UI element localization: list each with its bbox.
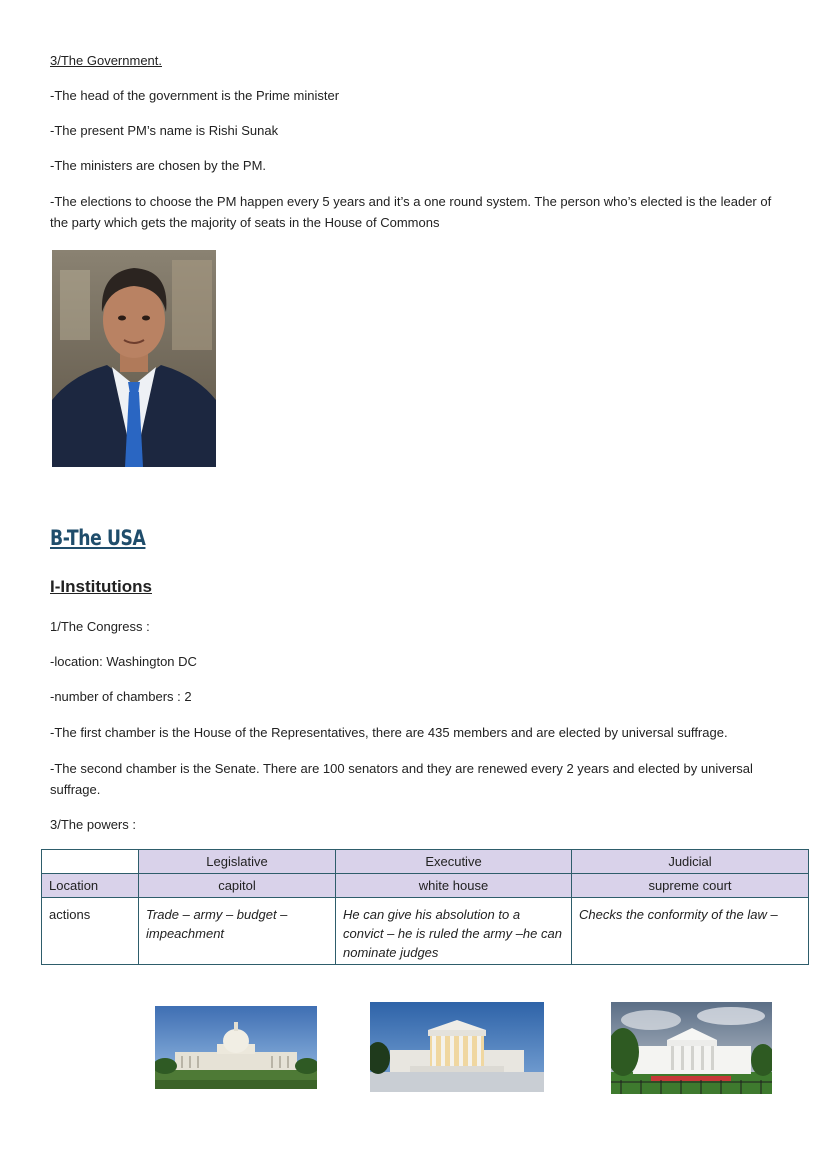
section-subtitle-institutions: I-Institutions <box>50 577 152 596</box>
white-house-photo <box>611 1002 772 1094</box>
table-cell: Location <box>42 874 139 898</box>
table-cell: actions <box>42 898 139 965</box>
gov-line-1: -The head of the government is the Prime minister <box>50 88 340 103</box>
supreme-court-photo <box>370 1002 544 1092</box>
table-row <box>42 898 809 965</box>
table-header-cell <box>42 850 139 874</box>
powers-table <box>41 849 809 965</box>
table-header-cell: Legislative <box>139 850 336 874</box>
usa-line-1: -location: Washington DC <box>50 654 197 669</box>
table-header-cell: Judicial <box>572 850 809 874</box>
table-cell: capitol <box>139 874 336 898</box>
powers-heading: 3/The powers : <box>50 817 136 832</box>
table-cell: white house <box>336 874 572 898</box>
gov-line-2: -The present PM’s name is Rishi Sunak <box>50 123 279 138</box>
section-heading-government: 3/The Government. <box>50 53 162 68</box>
usa-line-4: -The second chamber is the Senate. There are 100 senators and they are renewed every 2 years and elected by universal suffrage. <box>50 761 753 797</box>
gov-line-4: -The elections to choose the PM happen every 5 years and it’s a one round system. The person who’s elected is the leader of the party which gets the majority of seats in the House of Commons <box>50 194 772 230</box>
section-title-usa: B-The USA <box>50 526 146 550</box>
usa-line-3: -The first chamber is the House of the Representatives, there are 435 members and are elected by universal suffrage. <box>50 725 728 740</box>
capitol-photo <box>155 1006 317 1089</box>
prime-minister-photo <box>52 250 216 467</box>
usa-line-2: -number of chambers : 2 <box>50 689 192 704</box>
table-cell: supreme court <box>572 874 809 898</box>
gov-line-3: -The ministers are chosen by the PM. <box>50 158 267 173</box>
table-cell: He can give his absolution to a convict – he is ruled the army –he can nominate judges <box>336 898 572 965</box>
congress-heading: 1/The Congress : <box>50 619 150 634</box>
table-row <box>42 874 809 898</box>
table-row <box>42 850 809 874</box>
table-cell: Trade – army – budget – impeachment <box>139 898 336 965</box>
table-header-cell: Executive <box>336 850 572 874</box>
table-cell: Checks the conformity of the law – <box>572 898 809 965</box>
